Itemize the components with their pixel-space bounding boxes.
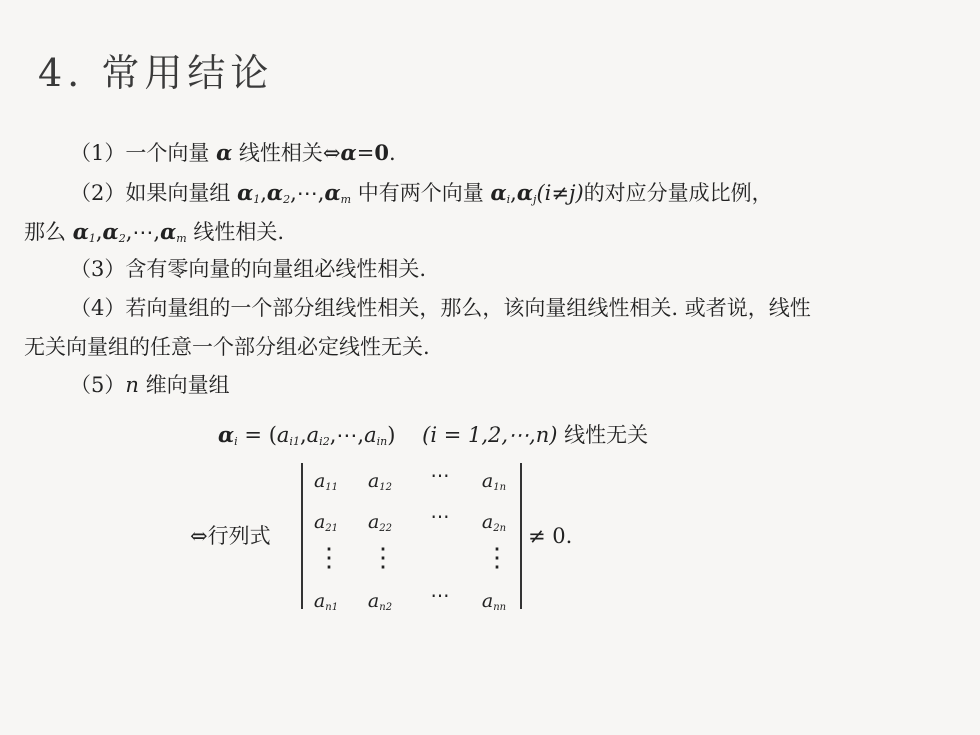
det-entry: $a_{22}$ bbox=[367, 511, 393, 534]
item-4 bbox=[70, 298, 811, 319]
comma: , bbox=[95, 220, 103, 244]
vector-alpha-2: $\alpha_2$ bbox=[266, 180, 291, 206]
det-entry: ⋯ bbox=[430, 585, 450, 607]
det-entry: $a_{1n}$ bbox=[481, 470, 507, 493]
det-entry: $a_{n2}$ bbox=[367, 590, 393, 613]
det-entry: ⋯ bbox=[430, 506, 450, 528]
variable-n: n bbox=[125, 373, 139, 397]
comma: , bbox=[260, 181, 267, 205]
comma: , bbox=[357, 423, 365, 447]
paren: ) bbox=[387, 423, 396, 447]
comma: , bbox=[153, 220, 161, 244]
paren: ( bbox=[268, 423, 277, 447]
item-number: （1） bbox=[70, 141, 126, 165]
det-prefix: ⇔行列式 bbox=[190, 524, 271, 548]
vector-alpha-i: $\alpha_i$ bbox=[490, 180, 511, 206]
vector-alpha-m: $\alpha_m$ bbox=[324, 180, 352, 206]
item-2 bbox=[70, 182, 773, 205]
period: . bbox=[388, 141, 396, 165]
comma: , bbox=[329, 423, 337, 447]
vector-alpha-j: $\alpha_j$ bbox=[516, 180, 537, 206]
vector-alpha-1: $\alpha_1$ bbox=[72, 219, 96, 245]
item-text: 线性无关 bbox=[564, 423, 649, 447]
det-entry: $a_{12}$ bbox=[367, 470, 393, 493]
item-3 bbox=[70, 259, 426, 280]
det-entry: $a_{21}$ bbox=[313, 511, 339, 534]
vector-alpha-1: $\alpha_1$ bbox=[237, 180, 261, 206]
condition: (i≠j) bbox=[536, 181, 584, 205]
item-text: 若向量组的一个部分组线性相关，那么，该向量组线性相关. 或者说，线性 bbox=[125, 296, 811, 320]
item-text: 维向量组 bbox=[145, 373, 230, 397]
subscript: i2 bbox=[319, 435, 330, 448]
det-entry: $a_{2n}$ bbox=[481, 511, 507, 534]
zero-vector: 0 bbox=[374, 140, 389, 165]
vertical-ellipsis: ⋮ bbox=[370, 543, 396, 573]
alpha-symbol: α bbox=[340, 140, 357, 165]
ellipsis: ⋯ bbox=[296, 181, 318, 205]
det-suffix: ≠ 0. bbox=[528, 524, 573, 548]
item-text: 那么 bbox=[24, 220, 66, 244]
item-number: （2） bbox=[70, 181, 126, 205]
alpha-symbol: α bbox=[218, 422, 235, 447]
item-4-continued: 无关向量组的任意一个部分组必定线性无关. bbox=[24, 335, 430, 359]
component bbox=[364, 423, 387, 447]
comma: , bbox=[317, 181, 325, 205]
component-base: a bbox=[276, 423, 290, 447]
item-2-continued bbox=[24, 221, 284, 244]
comma: , bbox=[290, 181, 297, 205]
component-base: a bbox=[306, 423, 320, 447]
item-number: （4） bbox=[70, 296, 126, 320]
comma: , bbox=[299, 423, 307, 447]
vector-alpha-i bbox=[218, 422, 238, 447]
det-entry: $a_{nn}$ bbox=[481, 590, 507, 613]
item-text: 的对应分量成比例， bbox=[583, 181, 773, 205]
item-5 bbox=[70, 375, 230, 396]
page-title: 4. 常用结论 bbox=[38, 51, 274, 95]
comma: , bbox=[125, 220, 133, 244]
item-text: 一个向量 bbox=[125, 141, 210, 165]
item-number: （3） bbox=[70, 257, 126, 281]
ellipsis: ⋯ bbox=[336, 423, 358, 447]
component bbox=[307, 423, 330, 447]
vector-alpha-m: $\alpha_m$ bbox=[160, 219, 187, 245]
det-entry: ⋯ bbox=[430, 465, 450, 487]
item-text: 中有两个向量 bbox=[357, 181, 484, 205]
component bbox=[277, 423, 300, 447]
item-text: 含有零向量的向量组必线性相关. bbox=[125, 257, 427, 281]
item-text: 线性相关⇔ bbox=[238, 141, 341, 165]
vector-alpha-2: $\alpha_2$ bbox=[102, 219, 126, 245]
comma: , bbox=[510, 181, 517, 205]
item-1 bbox=[70, 142, 396, 164]
item-text: 线性相关. bbox=[193, 220, 285, 244]
component-base: a bbox=[364, 423, 377, 447]
subscript: i bbox=[234, 435, 238, 448]
alpha-symbol: α bbox=[216, 140, 233, 165]
item-number: （5） bbox=[70, 373, 126, 397]
vector-definition bbox=[218, 424, 648, 447]
det-entry: $a_{11}$ bbox=[313, 470, 339, 493]
vertical-ellipsis: ⋮ bbox=[484, 543, 510, 573]
ellipsis: ⋯ bbox=[132, 220, 154, 244]
subscript: i1 bbox=[289, 435, 300, 448]
subscript: in bbox=[376, 435, 388, 448]
equals-sign: = bbox=[356, 141, 375, 165]
index-range: (i = 1,2,⋯,n) bbox=[422, 423, 558, 447]
item-text: 如果向量组 bbox=[125, 181, 231, 205]
vertical-ellipsis: ⋮ bbox=[316, 543, 342, 573]
det-entry: $a_{n1}$ bbox=[313, 590, 339, 613]
equals-sign: = bbox=[244, 423, 262, 447]
